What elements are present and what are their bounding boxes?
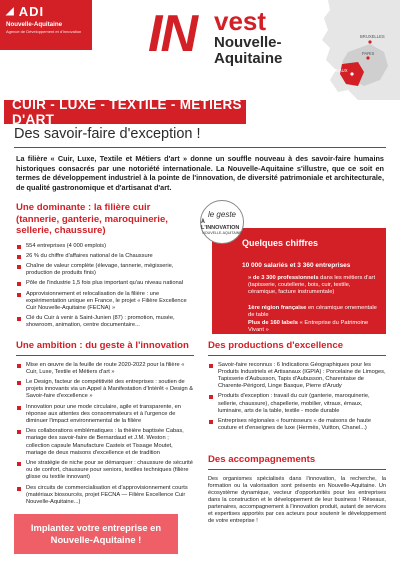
figure-highlight: » de 3 300 professionnels	[248, 275, 319, 281]
bordeaux-dot	[350, 72, 353, 75]
figure-highlight: 1ère région française	[248, 305, 307, 311]
geste-innovation-logo	[200, 200, 244, 244]
dominante-list	[16, 243, 194, 330]
map-label-bruxelles: BRUXELLES	[360, 34, 385, 39]
geste-logo-line3: NOUVELLE-AQUITAINE	[202, 230, 242, 235]
ambition-title: Une ambition : du geste à l'innovation	[16, 340, 189, 351]
key-figure-ceramics	[248, 305, 378, 319]
ambition-list	[16, 362, 194, 507]
list-item: Mise en œuvre de la feuille de route 2020-2022 pour la filière « Cuir, Luxe, Textile et Métiers d'art »	[16, 362, 194, 376]
productions-list	[208, 362, 386, 433]
brand-in: IN	[148, 5, 196, 63]
ambition-section	[16, 340, 194, 509]
intro-paragraph: La filière « Cuir, Luxe, Textile et Métiers d'art » donne un souffle nouveau à des savoir-faire humains historiques consacrés par une notoriété internationale. La Nouvelle-Aquitaine s'illustre, que ce soit en termes de développement industriel à la pointe de l'innovation, de diversité patrimoniale et architecturale, de qualité gastronomique et d'artisanat d'art.	[16, 154, 384, 192]
key-figure-professionals	[248, 275, 378, 296]
list-item: Clé du Cuir à venir à Saint-Junien (87) : promotion, musée, showroom, animation, centre documentaire...	[16, 315, 194, 329]
key-figure-employees: 10 000 salariés et 3 360 entreprises	[242, 262, 351, 269]
divider	[14, 147, 386, 148]
list-item: Savoir-faire reconnus : 6 Indications Géographiques pour les Produits Industriels et Artisanaux (IGPIA) : Porcelaine de Limoges, Tapisserie d'Aubusson, Tapis d'Aubusson, Charentaise de Charente-Périgord, Linge Basque, Pierre d'Arudy	[208, 362, 386, 391]
adi-logo	[0, 0, 92, 50]
productions-section	[208, 340, 386, 435]
dominante-title: Une dominante : la filière cuir (tannerie, ganterie, maroquinerie, sellerie, chaussure)	[16, 202, 168, 236]
geste-logo-line1: le geste	[207, 209, 237, 219]
list-item: Chaîne de valeur complète (élevage, tannerie, mégisserie, production de produits finis)	[16, 263, 194, 277]
adi-mark	[6, 4, 86, 19]
map-label-bordeaux: BORDEAUX	[324, 68, 348, 73]
brand-region-1: Nouvelle-	[214, 34, 282, 51]
map-label-paris: PARIS	[362, 51, 375, 56]
accompagnements-section	[208, 454, 386, 525]
list-item: Le Design, facteur de compétitivité des entreprises : soutien de projets innovants via un Appel à Manifestation d'Intérêt « Design & Savoir-faire d'excellence »	[16, 379, 194, 401]
invest-brand	[148, 2, 298, 84]
geste-logo-line2: À L'INNOVATION	[201, 218, 240, 231]
adi-region: Nouvelle-Aquitaine	[6, 21, 63, 28]
list-item: Une stratégie de niche pour se démarquer : chaussure de sécurité ou de confort, chaussure pour seniors, textiles techniques (filière glisse ou textile innovant)	[16, 460, 194, 482]
key-figures-title: Quelques chiffres	[242, 238, 319, 248]
brand-vest: vest	[214, 6, 267, 36]
dominante-section	[16, 202, 194, 333]
figure-text: en céramique ornementale de table	[248, 305, 377, 318]
bruxelles-dot	[368, 40, 371, 43]
wing-icon: ◢	[6, 6, 15, 17]
list-item: Approvisionnement et relocalisation de la filière : une expérimentation unique en France, le projet « Filière Excellence Cuir Nouvelle-Aquitaine (FECNA) »	[16, 291, 194, 313]
brand-region-2: Aquitaine	[214, 50, 283, 67]
list-item: Des collaborations emblématiques : la thèière baptisée Cabas, mariage des savoir-faire de Bernardaud et J.M. Weston ; collection capsule Manufacture Casteix et Tissage Moutet, mariage de deux maisons d'excellence et de tradition	[16, 428, 194, 457]
accompagnements-text: Des organismes spécialisés dans l'innovation, la recherche, la formation ou la valorisation sont présents en Nouvelle-Aquitaine. Un écosystème dynamique, vecteur d'opportunités pour les entreprises dans la construction et le développement de leur business ! Réseaux, partenaires, accompagnement à l'innovation produit, autant de services et expertises apportés par ces acteurs pour soutenir le développement de votre entreprise !	[208, 475, 386, 524]
accompagnements-title: Des accompagnements	[208, 454, 316, 465]
list-item: Pôle de l'industrie 1,5 fois plus important qu'au niveau national	[16, 280, 194, 287]
page-subtitle: Des savoir-faire d'exception !	[14, 126, 201, 142]
list-item: 554 entreprises (4 000 emplois)	[16, 243, 194, 250]
figure-highlight: Plus de 160 labels	[248, 320, 298, 326]
accompagnements-rule	[208, 469, 386, 470]
list-item: Des circuits de commercialisation et d'approvisionnement courts (matériaux biosourcés, projet FECNA — Filière Excellence Cuir Nouvelle-Aquitaine...)	[16, 485, 194, 507]
europe-map	[318, 0, 400, 100]
key-figure-labels	[248, 320, 378, 334]
adi-name: ADI	[18, 4, 45, 19]
list-item: Entreprises régionales « fournisseurs » de maisons de haute couture et d'enseignes de luxe (Hermès, Vuitton, Chanel...)	[208, 418, 386, 432]
paris-dot	[366, 56, 369, 59]
list-item: Produits d'exception : travail du cuir (ganterie, maroquinerie, sellerie, chaussure), chapellerie, mobilier, vitraux, émaux, luminaire, arts de la table, textile - mode durable	[208, 393, 386, 415]
list-item: 26 % du chiffre d'affaires national de la Chaussure	[16, 253, 194, 260]
list-item: Innovation pour une mode circulaire, agile et transparente, en réponse aux attentes des consommateurs et à l'urgence de diminuer l'impact environnemental de la filière	[16, 404, 194, 426]
key-figures-box	[212, 228, 386, 334]
ambition-rule	[16, 355, 194, 356]
productions-rule	[208, 355, 386, 356]
productions-title: Des productions d'excellence	[208, 340, 344, 351]
figure-text: « Entreprise du Patrimoine Vivant »	[248, 320, 369, 333]
figure-text: dans les métiers d'art (tapisserie, coutellerie, bois, cuir, textile, céramique, facture instrumentale)	[248, 275, 376, 295]
sector-banner: CUIR - LUXE - TEXTILE - MÉTIERS D'ART	[4, 100, 246, 124]
implant-cta-button[interactable]: Implantez votre entreprise en Nouvelle-Aquitaine !	[14, 514, 178, 554]
adi-tagline: Agence de Développement et d'Innovation	[6, 29, 82, 34]
